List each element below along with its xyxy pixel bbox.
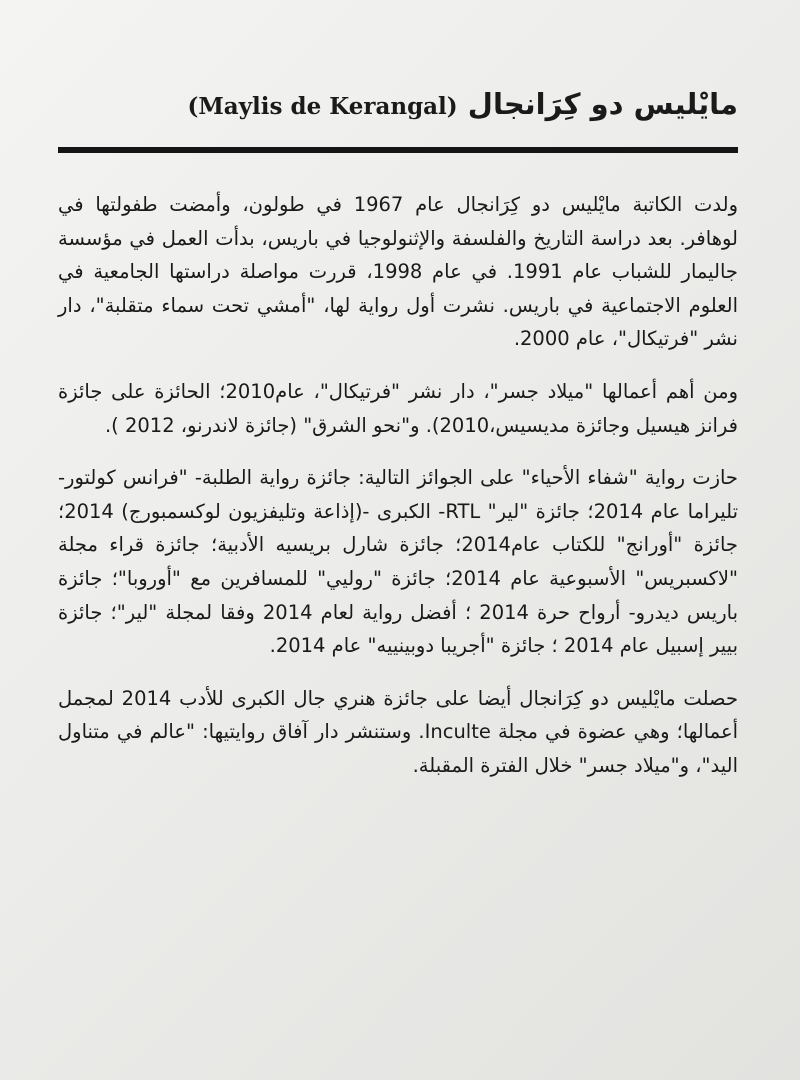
paragraph-biography: ولدت الكاتبة مايْليس دو كِرَانجال عام 1967 في طولون، وأمضت طفولتها في لوهافر. بعد دراسة التاريخ والفلسفة والإثنولوجيا في باريس، بدأت العمل في مؤسسة جاليمار للشباب عام 1991. في عام 1998، قررت مواصلة دراستها الجامعية في العلوم الاجتماعية في باريس. نشرت أول رواية لها، "أمشي تحت سماء متقلبة"، دار نشر "فرتيكال"، عام 2000. bbox=[58, 193, 739, 351]
paragraph-awards: حازت رواية "شفاء الأحياء" على الجوائز التالية: جائزة رواية الطلبة- "فرانس كولتور-تليراما عام 2014؛ جائزة "لير" RTL- الكبرى -(إذاعة وتليفزيون لوكسمبورج) 2014؛ جائزة "أورانج" للكتاب عام2014؛ جائزة شارل بريسيه الأدبية؛ جائزة قراء مجلة "لاكسبريس" الأسبوعية عام 2014؛ جائزة "روليي" للمسافرين مع "أوروبا"؛ جائزة باريس ديدرو- أرواح حرة 2014 ؛ أفضل رواية لعام 2014 وفقا لمجلة "لير"؛ جائزة بيير إسبيل عام 2014 ؛ جائزة "أجريبا دوبينييه" عام 2014. bbox=[58, 466, 739, 658]
article-body bbox=[58, 188, 738, 802]
title-divider bbox=[58, 147, 738, 153]
paragraph-works: ومن أهم أعمالها "ميلاد جسر"، دار نشر "فرتيكال"، عام2010؛ الحائزة على جائزة فرانز هيسيل وجائزة مديسيس،2010). و"نحو الشرق" (جائزة لاندرنو، 2012 ). bbox=[58, 379, 738, 437]
title-arabic: مايْليس دو كِرَانجال bbox=[467, 87, 738, 121]
title-latin: (Maylis de Kerangal) bbox=[187, 93, 458, 120]
paragraph-closing: حصلت مايْليس دو كِرَانجال أيضا على جائزة هنري جال الكبرى للأدب 2014 لمجمل أعمالها؛ وهي عضوة في مجلة Inculte. وستنشر دار آفاق روايتيها: "عالم في متناول اليد"، و"ميلاد جسر" خلال الفترة المقبلة. bbox=[58, 686, 738, 777]
document-page bbox=[58, 0, 738, 1080]
page-title bbox=[58, 82, 738, 129]
